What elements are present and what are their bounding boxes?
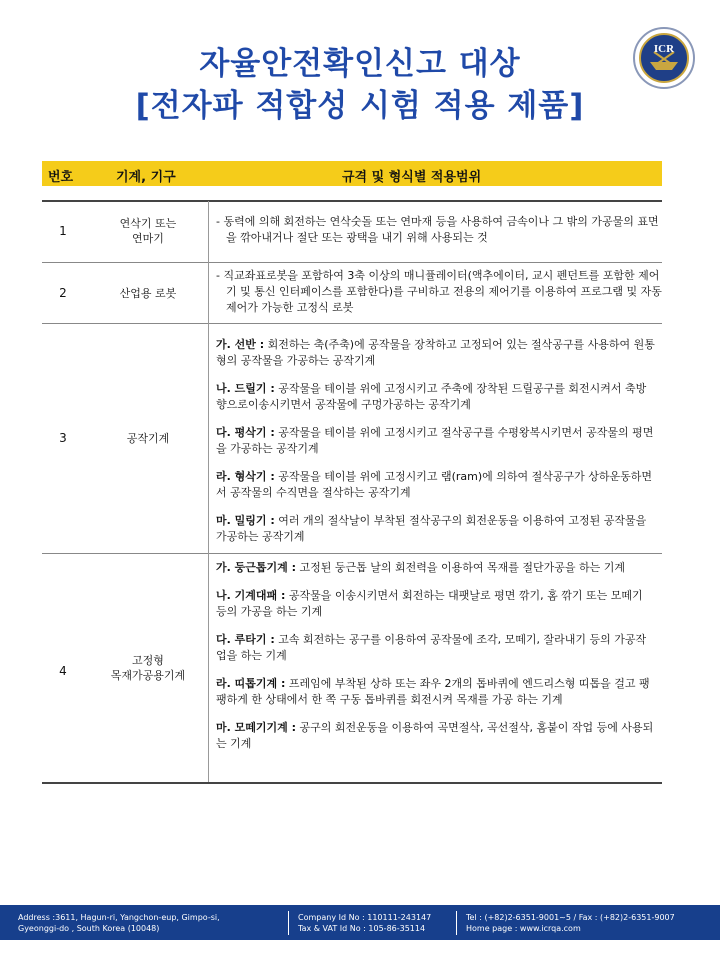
row-divider [42,323,662,324]
scope-entries [216,560,656,764]
scope-entry: 나. 드릴기 : 공작물을 테이블 위에 고정시키고 주축에 장착된 드릴공구를 회전시켜서 축방향으로이송시키면서 공작물에 구멍가공하는 공작기계 [216,382,647,411]
page-title: 자율안전확인신고 대상 [199,46,521,82]
scope-description: - 동력에 의해 회전하는 연삭숫돌 또는 연마재 등을 사용하여 금속이나 그 밖의 가공물의 표면을 깎아내거나 절단 또는 광택을 내기 위해 사용되는 것 [216,215,659,244]
header-scope: 규격 및 형식별 적용범위 [342,170,482,185]
scope-entry: 라. 띠톱기계 : 프레임에 부착된 상하 또는 좌우 2개의 톱바퀴에 엔드리스형 띠톱을 걸고 팽팽하게 한 상태에서 한 쪽 구동 톱바퀴를 회전시켜 목재를 가공 하는 기계 [216,677,650,706]
row-number: 2 [59,286,67,300]
row-divider [42,262,662,263]
header-machine: 기계, 기구 [116,170,176,185]
row-number: 3 [59,431,67,445]
row-divider [42,782,662,784]
scope-entry: 다. 평삭기 : 공작물을 테이블 위에 고정시키고 절삭공구를 수평왕복시키면서 공작물의 평면을 가공하는 공작기계 [216,426,654,455]
footer-divider [288,911,289,935]
header-no: 번호 [48,170,74,185]
scope-description: - 직교좌표로봇을 포함하여 3축 이상의 매니퓰레이터(액추에이터, 교시 펜던트를 포함한 제어기 및 통신 인터페이스를 포함한다)를 구비하고 전용의 제어기를 이용하여 프로그램 및 자동제어가 가능한 고정식 로봇 [216,269,662,314]
footer-divider [456,911,457,935]
row-number: 4 [59,664,67,678]
machine-name: 산업용 로봇 [119,287,177,300]
machine-name: 공작기계 [126,432,170,445]
footer-company-ids: Company Id No : 110111-243147 Tax & VAT Id No : 105-86-35114 [298,913,432,933]
scope-entries [216,337,656,557]
scope-entry: 마. 밀링기 : 여러 개의 절삭날이 부착된 절삭공구의 회전운동을 이용하여 고정된 공작물을가공하는 공작기계 [216,514,647,543]
footer-address: Address :3611, Hagun-ri, Yangchon-eup, Gimpo-si, Gyeonggi-do , South Korea (10048) [18,913,220,933]
column-divider [208,201,209,782]
table-header [42,161,662,186]
footer-contact: Tel : (+82)2-6351-9001~5 / Fax : (+82)2-6351-9007 Home page : www.icrqa.com [466,913,675,933]
page-subtitle: [전자파 적합성 시험 적용 제품] [135,88,585,124]
scope-entry: 가. 선반 : 회전하는 축(주축)에 공작물을 장착하고 고정되어 있는 절삭공구를 사용하여 원통형의 공작물을 가공하는 공작기계 [216,338,655,367]
scope-entry: 나. 기계대패 : 공작물을 이송시키면서 회전하는 대팻날로 평면 깎기, 홈 깎기 또는 모떼기 등의 가공을 하는 기계 [216,589,643,618]
machine-name: 연삭기 또는 연마기 [119,217,177,245]
machine-name: 고정형 목재가공용기계 [110,654,186,682]
row-number: 1 [59,224,67,238]
logo-text: ICR [653,43,675,55]
footer [0,905,720,940]
scope-entry: 다. 루타기 : 고속 회전하는 공구를 이용하여 공작물에 조각, 모떼기, 잘라내기 등의 가공작업을 하는 기계 [216,633,647,662]
row-divider [42,200,662,202]
icr-logo [632,26,696,90]
scope-entry: 가. 둥근톱기계 : 고정된 둥근톱 날의 회전력을 이용하여 목재를 절단가공을 하는 기계 [216,561,625,574]
scope-entry: 마. 모떼기기계 : 공구의 회전운동을 이용하여 곡면절삭, 곡선절삭, 홈붙이 작업 등에 사용되는 기계 [216,721,654,750]
scope-entry: 라. 형삭기 : 공작물을 테이블 위에 고정시키고 램(ram)에 의하여 절삭공구가 상하운동하면서 공작물의 수직면을 절삭하는 공작기계 [216,470,653,499]
